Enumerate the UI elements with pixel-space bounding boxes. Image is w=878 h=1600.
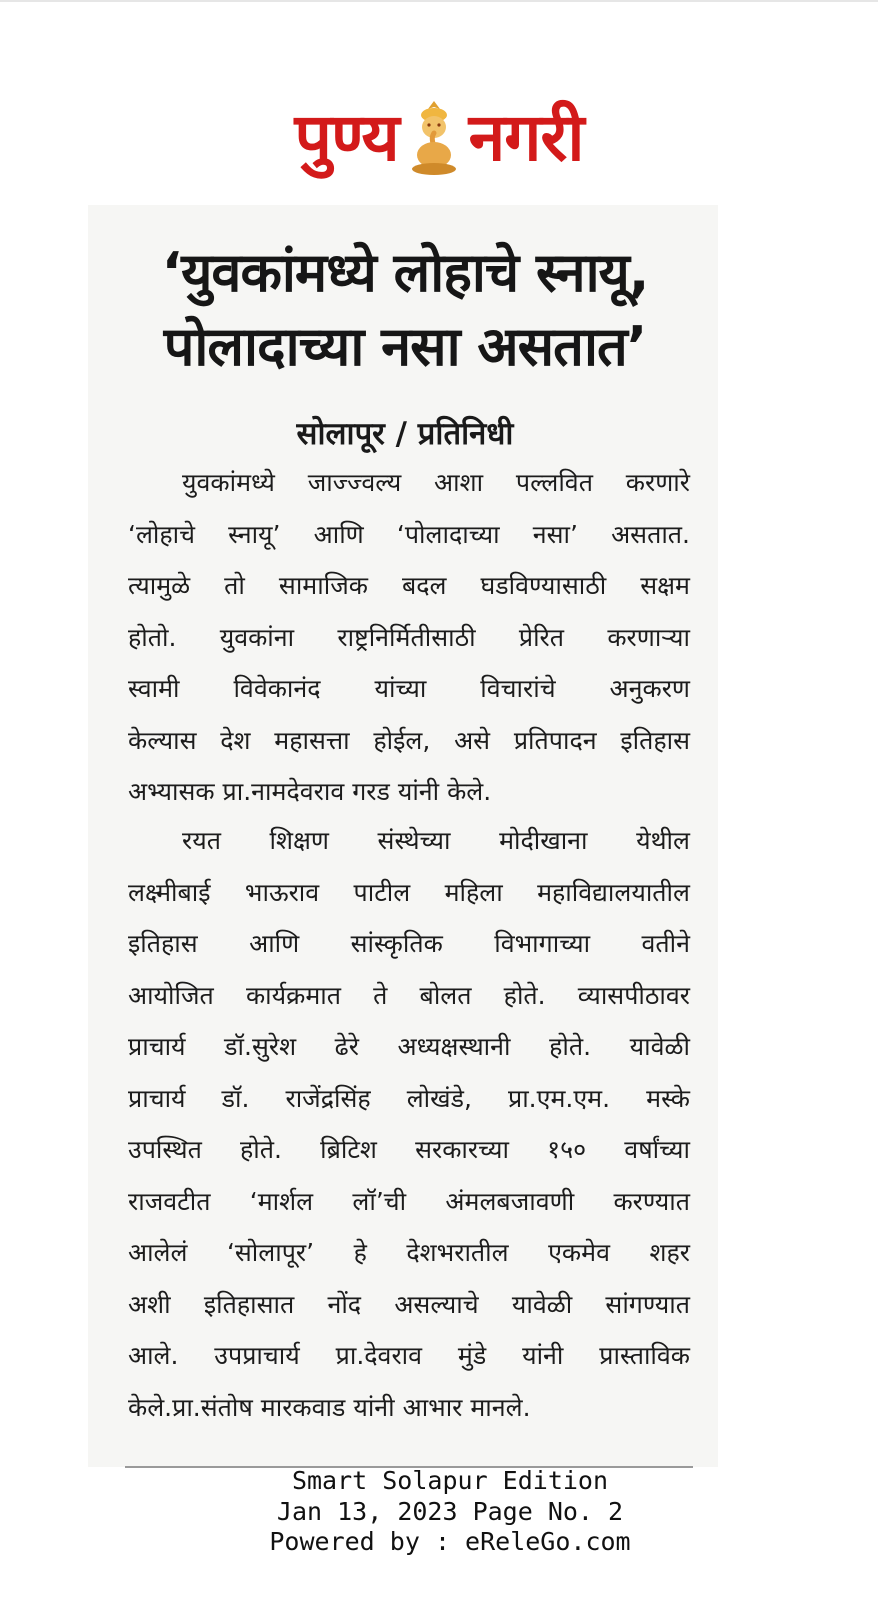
article-byline: सोलापूर / प्रतिनिधी	[296, 416, 514, 452]
edition-date-page: Jan 13, 2023 Page No. 2	[276, 1496, 624, 1526]
headline-line: ‘युवकांमध्ये लोहाचे स्नायू,	[161, 241, 649, 304]
brand-name-right: नगरी	[468, 99, 584, 176]
paragraph-line: केल्यास देश महासत्ता होईल, असे प्रतिपादन इतिहास	[128, 725, 690, 755]
paragraph-line: प्राचार्य डॉ.सुरेश ढेरे अध्यक्षस्थानी होते. यावेळी	[128, 1032, 690, 1061]
article-paragraph-2	[128, 815, 690, 1433]
paragraph-line: युवकांमध्ये जाज्ज्वल्य आशा पल्लवित करणारे	[182, 468, 690, 497]
brand-name-left: पुण्य	[294, 99, 399, 176]
paragraph-line: राजवटीत ‘मार्शल लॉ’ची अंमलबजावणी करण्यात	[128, 1186, 690, 1216]
headline-line: पोलादाच्या नसा असतात’	[163, 315, 647, 378]
ganesha-emblem-icon	[407, 99, 461, 177]
paragraph-line: होतो. युवकांना राष्ट्रनिर्मितीसाठी प्रेरित करणाऱ्या	[128, 622, 690, 652]
paragraph-line: आले. उपप्राचार्य प्रा.देवराव मुंडे यांनी प्रास्ताविक	[128, 1341, 690, 1370]
newspaper-masthead	[0, 88, 878, 188]
article-headline	[95, 236, 715, 384]
paragraph-line: रयत शिक्षण संस्थेच्या मोदीखाना येथील	[182, 826, 690, 855]
paragraph-line: आयोजित कार्यक्रमात ते बोलत होते. व्यासपीठावर	[128, 980, 690, 1010]
edition-footer	[0, 1466, 878, 1558]
paragraph-line: अशी इतिहासात नोंद असल्याचे यावेळी सांगण्यात	[128, 1289, 690, 1319]
top-divider	[0, 0, 878, 2]
paragraph-line: ‘लोहाचे स्नायू’ आणि ‘पोलादाच्या नसा’ असतात.	[128, 519, 690, 549]
paragraph-line: केले.प्रा.संतोष मारकवाड यांनी आभार मानले.	[128, 1392, 531, 1422]
powered-by-link[interactable]: Powered by : eReleGo.com	[269, 1527, 631, 1556]
paragraph-line: अभ्यासक प्रा.नामदेवराव गरड यांनी केले.	[128, 777, 492, 806]
article-paragraph-1	[128, 457, 690, 818]
paragraph-line: आलेलं ‘सोलापूर’ हे देशभरातील एकमेव शहर	[128, 1238, 690, 1267]
paragraph-line: उपस्थित होते. ब्रिटिश सरकारच्या १५० वर्षांच्या	[128, 1135, 690, 1164]
paragraph-line: स्वामी विवेकानंद यांच्या विचारांचे अनुकरण	[128, 674, 690, 703]
paragraph-line: त्यामुळे तो सामाजिक बदल घडविण्यासाठी सक्षम	[128, 571, 690, 600]
paragraph-line: प्राचार्य डॉ. राजेंद्रसिंह लोखंडे, प्रा.एम.एम. मस्के	[128, 1083, 690, 1113]
paragraph-line: इतिहास आणि सांस्कृतिक विभागाच्या वतीने	[128, 929, 690, 958]
paragraph-line: लक्ष्मीबाई भाऊराव पाटील महिला महाविद्यालयातील	[128, 877, 690, 907]
edition-name: Smart Solapur Edition	[291, 1466, 609, 1495]
